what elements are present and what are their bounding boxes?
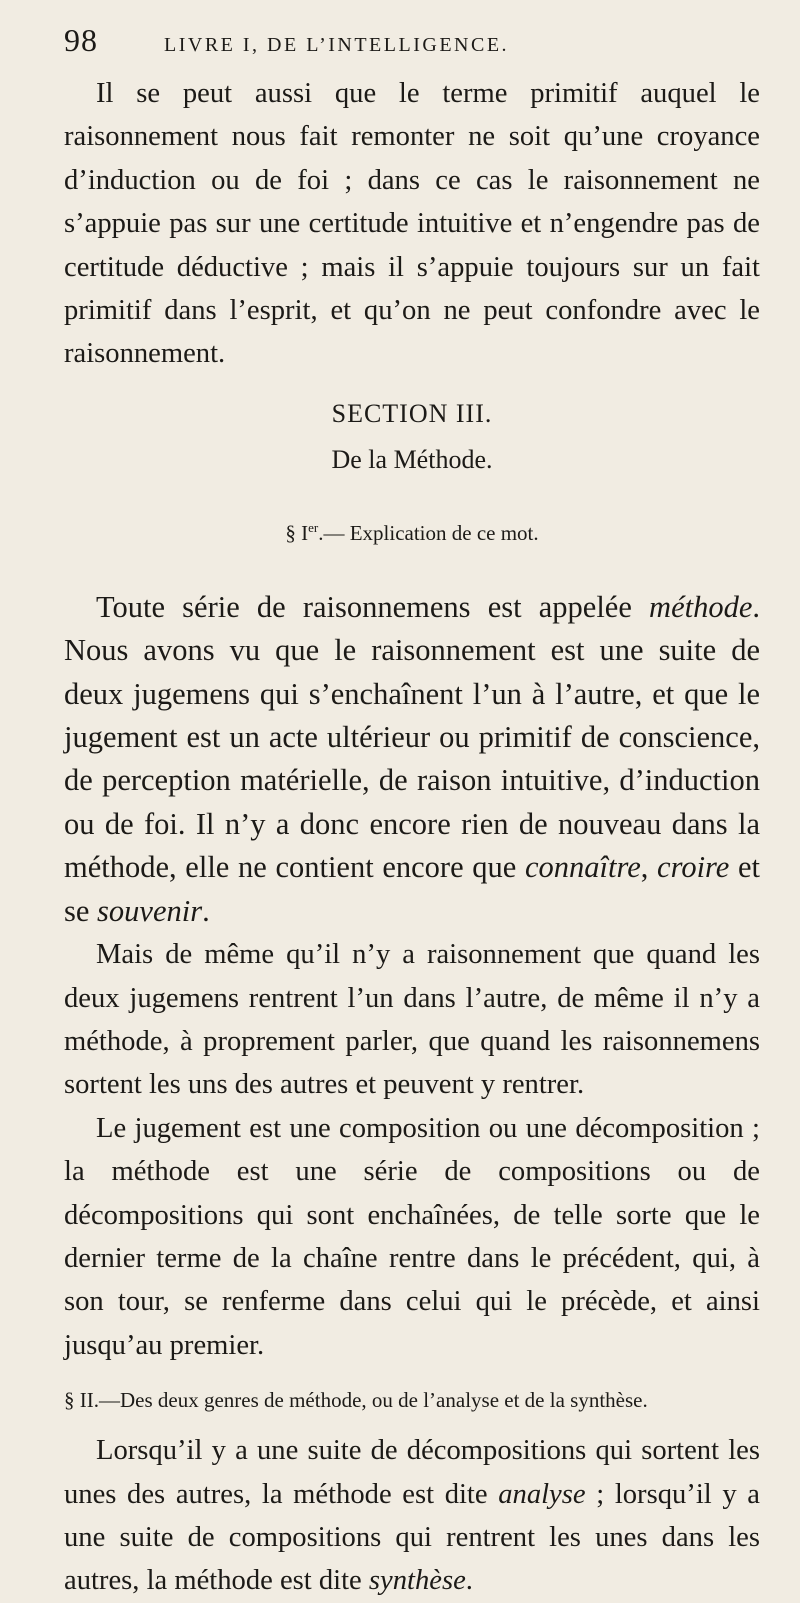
paragraph-3: Mais de même qu’il n’y a raisonnement que quand les deux jugemens rentrent l’un dans l’autre, de même il n’y a méthode, à proprement parler, que quand les raisonnemens sortent les uns des autres et peuvent y rentrer.: [64, 939, 760, 1101]
p5-text-c: .: [465, 1565, 473, 1597]
subsection-1-sup: er: [308, 519, 319, 535]
p5-em-analyse: analyse: [498, 1478, 586, 1510]
paragraph-1: Il se peut aussi que le terme primitif auquel le raisonnement nous fait remonter ne soit qu’une croyance d’induction ou de foi ; dans ce cas le raisonnement ne s’appuie pas sur une certitude intuitive et n’engendre pas de certitude déductive ; mais il s’appuie toujours sur un fait primitif dans l’esprit, et qu’on ne peut confondre avec le raisonnement.: [64, 78, 760, 370]
subsection-1-text: .— Explication de ce mot.: [318, 520, 539, 545]
p2-text-d: et se: [64, 850, 761, 928]
p2-text-a: Toute série de raisonnemens est appelée: [96, 589, 650, 624]
p2-em-souvenir: souvenir: [97, 893, 203, 928]
section-title: SECTION III.: [331, 398, 493, 428]
paragraph-2: [64, 586, 760, 933]
p5-text-b: ; lorsqu’il y a une suite de compositions qui rentrent les unes dans les autres, la méthode est dite: [64, 1478, 760, 1597]
p2-em-croire: croire: [657, 850, 730, 885]
page-number: 98: [64, 22, 98, 58]
running-head: [64, 22, 760, 72]
subsection-heading-1: [64, 518, 760, 548]
p2-text-b: . Nous avons vu que le raisonnement est une suite de deux jugemens qui s’enchaînent l’un à l’autre, et que le jugement est un acte ultérieur ou primitif de conscience, de perception matérielle, de raison intuitive, d’induction ou de foi. Il n’y a donc encore rien de nouveau dans la méthode, elle ne contient encore que: [64, 589, 760, 885]
paragraph-5: [64, 1429, 760, 1603]
p5-em-synthese: synthèse: [368, 1565, 466, 1597]
p2-em-connaitre: connaître: [524, 850, 641, 885]
section-subtitle: De la Méthode.: [331, 444, 493, 474]
p2-em-methode: méthode: [649, 589, 753, 624]
paragraph-4: Le jugement est une composition ou une décomposition ; la méthode est une série de compositions ou de décompositions qui sont enchaînées, de telle sorte que le dernier terme de la chaîne rentre dans le précédent, qui, à son tour, se renferme dans celui qui le précède, et ainsi jusqu’au premier.: [64, 1112, 760, 1361]
subsection-1-mark: § I: [285, 520, 309, 545]
subsection-heading-2: § II.—Des deux genres de méthode, ou de l’analyse et de la synthèse.: [64, 1388, 648, 1413]
p2-text-e: .: [202, 893, 210, 928]
running-title: LIVRE I, DE L’INTELLIGENCE.: [164, 34, 510, 56]
p2-text-c: ,: [640, 850, 658, 885]
p5-text-a: Lorsqu’il y a une suite de décompositions qui sortent les unes des autres, la méthode est dite: [64, 1435, 760, 1510]
